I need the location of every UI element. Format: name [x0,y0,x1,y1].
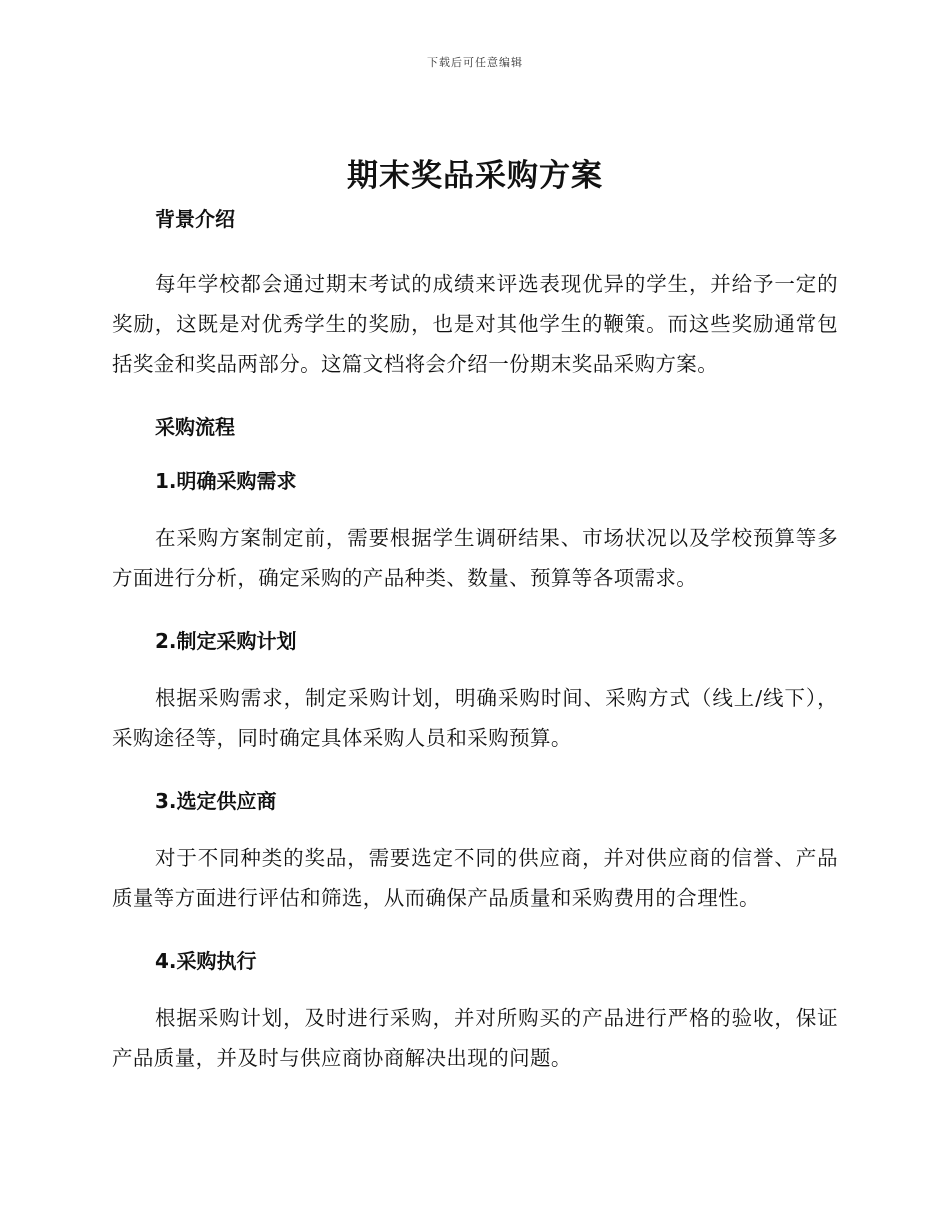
section-3-paragraph: 对于不同种类的奖品，需要选定不同的供应商，并对供应商的信誉、产品质量等方面进行评估和筛选，从而确保产品质量和采购费用的合理性。 [112,846,838,910]
background-paragraph: 每年学校都会通过期末考试的成绩来评选表现优异的学生，并给予一定的奖励，这既是对优秀学生的奖励，也是对其他学生的鞭策。而这些奖励通常包括奖金和奖品两部分。这篇文档将会介绍一份期末奖品采购方案。 [112,272,838,376]
document-title: 期末奖品采购方案 [347,158,603,194]
background-heading: 背景介绍 [155,207,235,231]
document-body [112,204,838,1078]
section-3-heading: 3.选定供应商 [155,789,277,813]
header-note: 下载后可任意编辑 [427,56,523,69]
section-2-paragraph: 根据采购需求，制定采购计划，明确采购时间、采购方式（线上/线下），采购途径等，同时确定具体采购人员和采购预算。 [112,686,838,750]
section-2-heading: 2.制定采购计划 [155,629,297,653]
section-1-paragraph: 在采购方案制定前，需要根据学生调研结果、市场状况以及学校预算等多方面进行分析，确定采购的产品种类、数量、预算等各项需求。 [112,526,838,590]
process-heading: 采购流程 [155,415,235,439]
section-4-paragraph: 根据采购计划，及时进行采购，并对所购买的产品进行严格的验收，保证产品质量，并及时与供应商协商解决出现的问题。 [112,1006,838,1070]
section-4-heading: 4.采购执行 [155,949,257,973]
section-1-heading: 1.明确采购需求 [155,469,297,493]
